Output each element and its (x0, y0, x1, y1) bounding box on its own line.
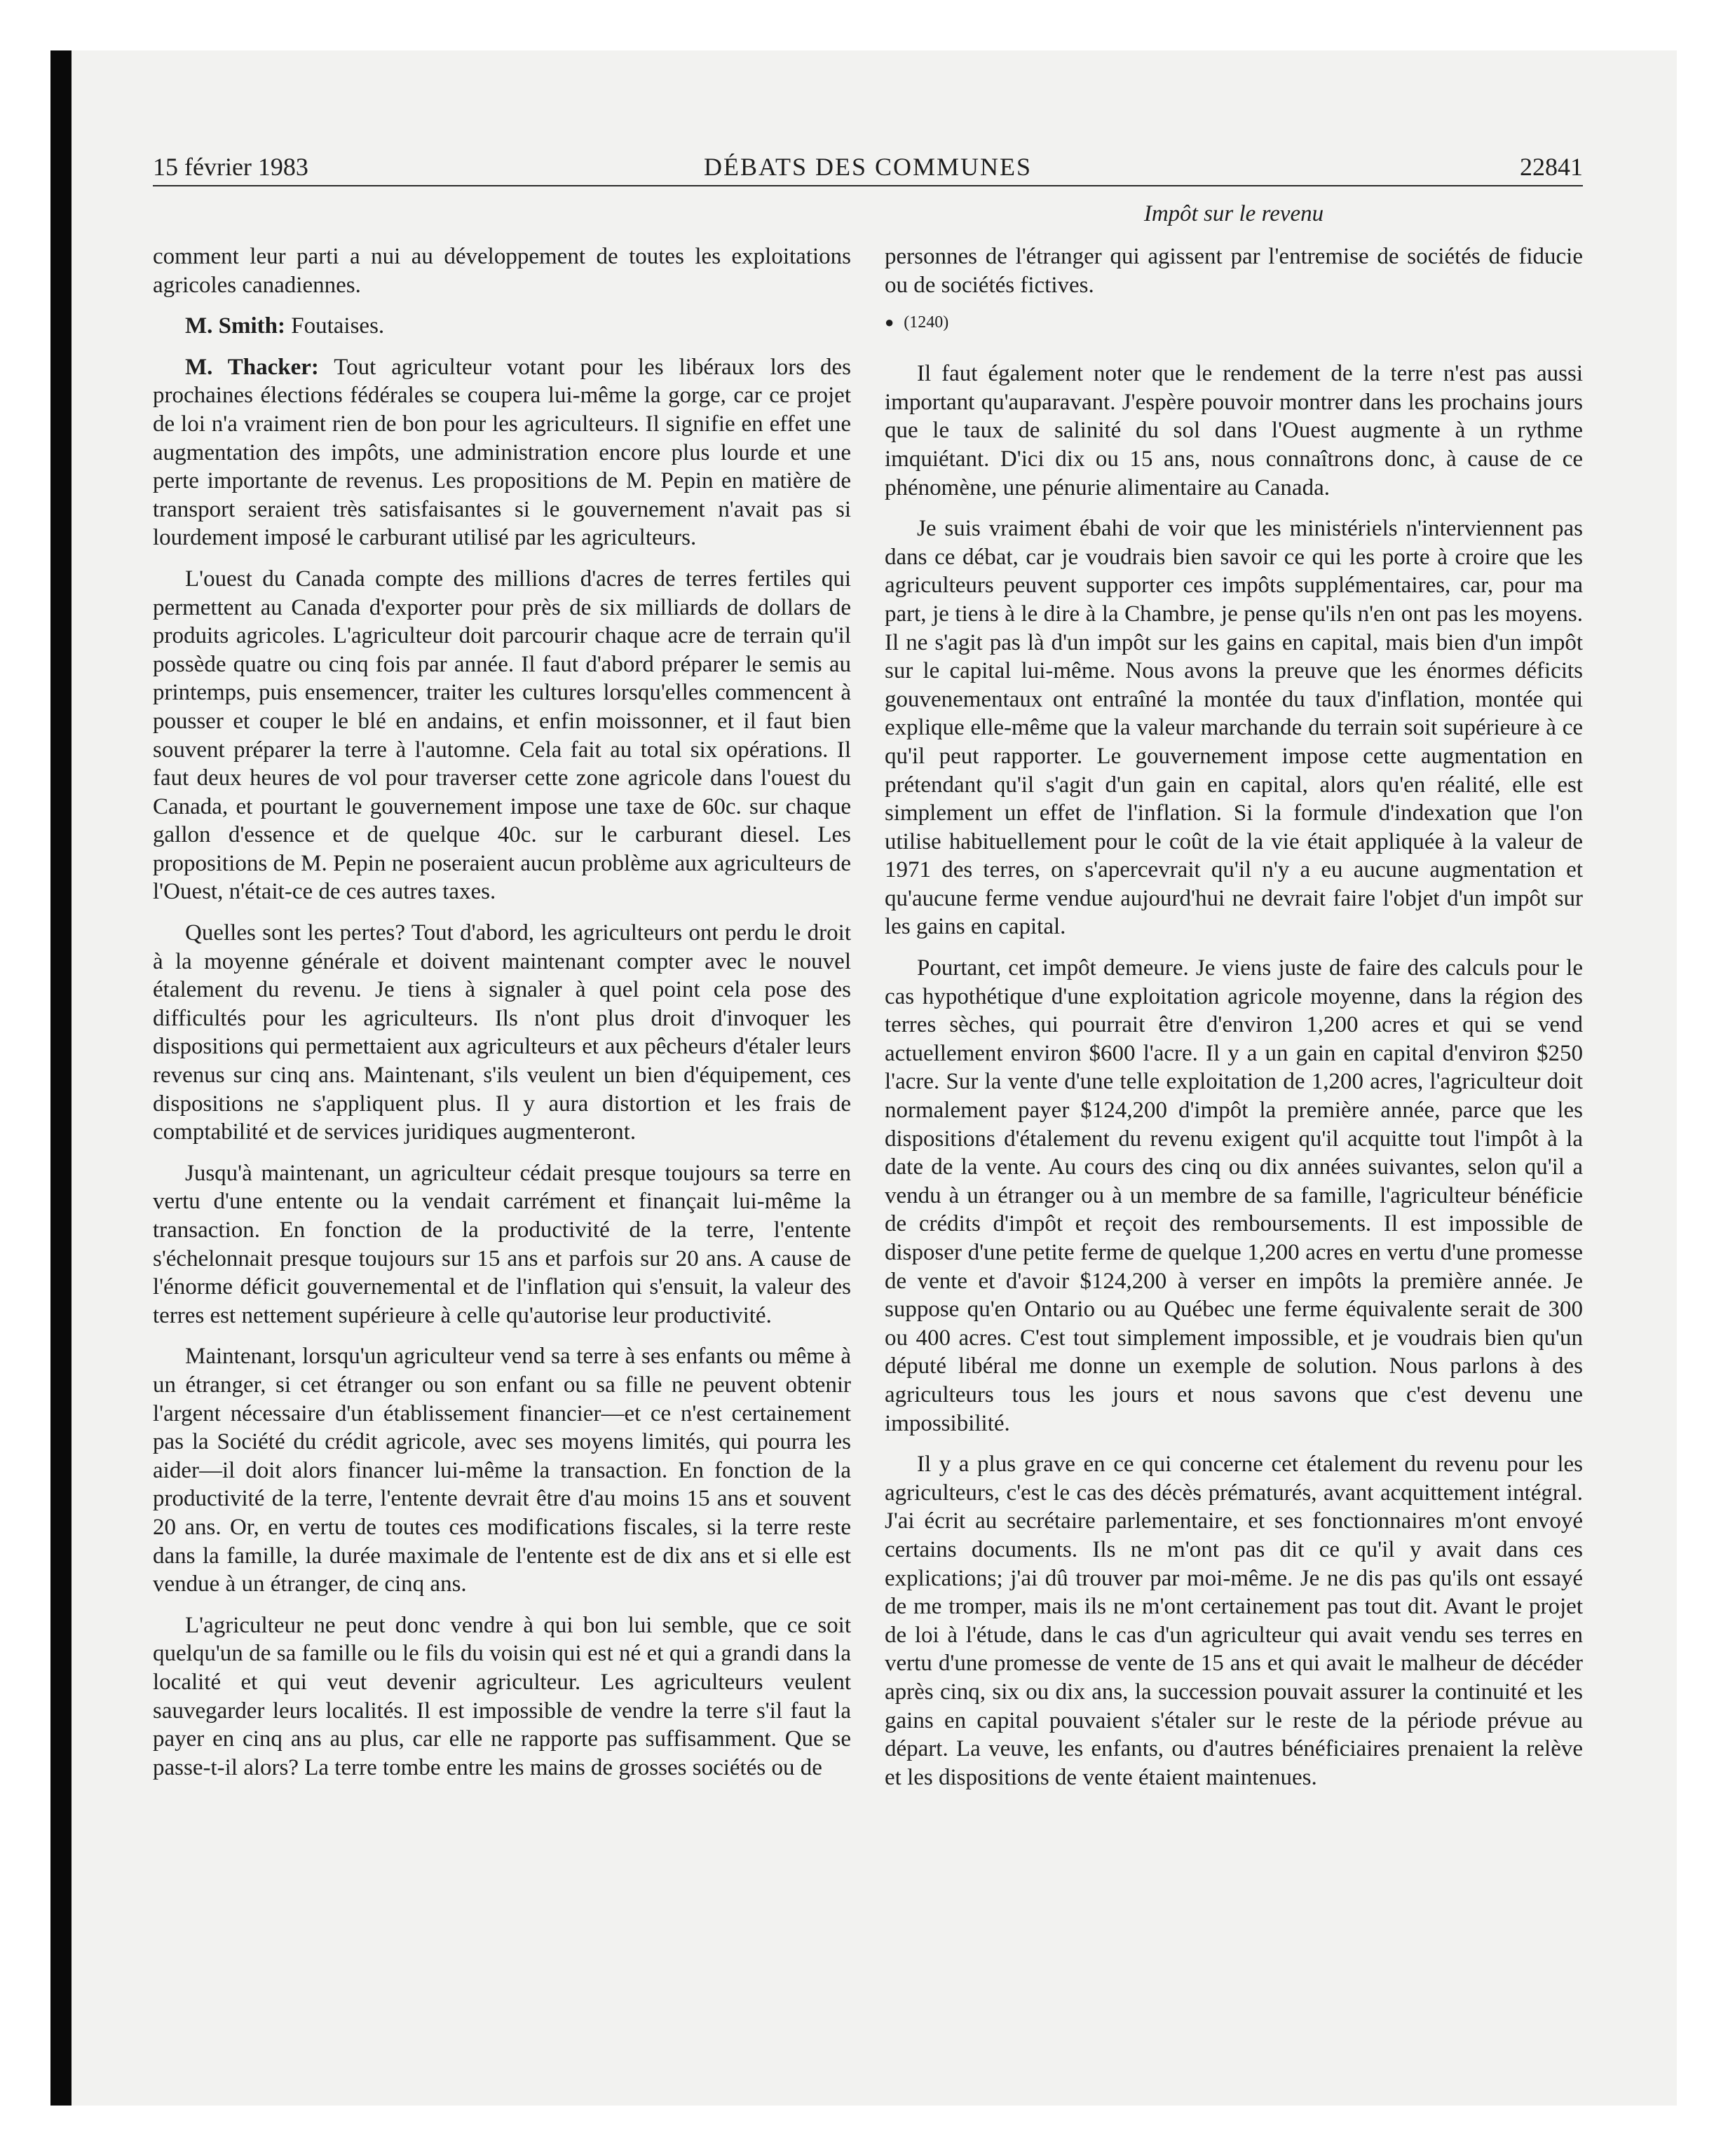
left-paragraph-8: L'agriculteur ne peut donc vendre à qui bon lui semble, que ce soit quelqu'un de sa famille ou le fils du voisin qui est né et qui a grandi dans la localité et qui veut devenir agriculteur. Les agriculteurs veulent sauvegarder leurs localités. Il est impossible de vendre la terre s'il faut la payer en cinq ans au plus, car elle ne rapporte pas suffisamment. Que se passe-t-il alors? La terre tombe entre les mains de grosses sociétés ou de (153, 1612, 851, 1780)
left-column (153, 243, 851, 1794)
right-paragraph-2: Il faut également noter que le rendement de la terre n'est pas aussi important qu'auparavant. J'espère pouvoir montrer dans les prochains jours que le taux de salinité du sol dans l'Ouest augmente à un rythme imquiétant. D'ici dix ou 15 ans, nous connaîtrons donc, à cause de ce phénomène, une pénurie alimentaire au Canada. (885, 361, 1583, 500)
header-title: DÉBATS DES COMMUNES (703, 153, 1033, 181)
left-paragraph-4: L'ouest du Canada compte des millions d'acres de terres fertiles qui permettent au Canada d'exporter pour près de six milliards de dollars de produits agricoles. L'agriculteur doit parcourir chaque acre de terrain qu'il possède quatre ou cinq fois par année. Il faut d'abord préparer le semis au printemps, puis ensemencer, traiter les cultures lorsqu'elles commencent à pousser et couper le blé en andains, et enfin moissonner, et il faut bien souvent préparer la terre à l'automne. Cela fait au total six opérations. Il faut deux heures de vol pour traverser cette zone agricole dans l'ouest du Canada, et pourtant le gouvernement impose une taxe de 60c. sur chaque gallon d'essence et de quelque 40c. sur le carburant diesel. Les propositions de M. Pepin ne poseraient aucun problème aux agriculteurs de l'Ouest, n'était-ce de ces autres taxes. (153, 566, 851, 905)
left-paragraph-1: comment leur parti a nui au développement de toutes les exploitations agricoles canadiennes. (153, 244, 851, 298)
running-head (153, 149, 1583, 186)
right-paragraph-5: Il y a plus grave en ce qui concerne cet étalement du revenu pour les agriculteurs, c'est le cas des décès prématurés, avant acquittement intégral. J'ai écrit au secrétaire parlementaire, et ses fonctionnaires m'ont envoyé certains documents. Ils ne m'ont pas dit ce qu'il y avait dans ces explications; j'ai dû trouver par moi-même. Je ne dis pas qu'ils ont essayé de me tromper, mais ils ne m'ont certainement pas tout dit. Avant le projet de loi à l'étude, dans le cas d'un agriculteur qui avait vendu ses terres en vertu d'une promesse de vente de 15 ans et qui avait le malheur de décéder après cinq, six ou dix ans, la succession pouvait assurer la continuité et les gains en capital pouvaient s'étaler sur le reste de la période prévue au départ. La veuve, les enfants, ou d'autres bénéficiaires prenaient la relève et les dispositions de vente étaient maintenues. (885, 1452, 1583, 1790)
header-page-number: 22841 (1520, 153, 1583, 181)
left-paragraph-6: Jusqu'à maintenant, un agriculteur cédait presque toujours sa terre en vertu d'une entente ou la vendait carrément et finançait lui-même la transaction. En fonction de la productivité de la terre, l'entente s'échelonnait presque toujours sur 15 ans et parfois sur 20 ans. A cause de l'énorme déficit gouvernemental et de l'inflation qui s'ensuit, la valeur des terres est nettement supérieure à celle qu'autorise leur productivité. (153, 1160, 851, 1328)
time-marker (885, 312, 1583, 333)
right-column (885, 243, 1583, 1804)
scan-binding-edge (50, 50, 72, 2106)
speaker-name: M. Smith: (185, 313, 285, 339)
left-paragraph-7: Maintenant, lorsqu'un agriculteur vend sa terre à ses enfants ou même à un étranger, si cet étranger ou son enfant ou sa fille ne peuvent obtenir l'argent nécessaire d'un établissement financier—et ce n'est certainement pas la Société du crédit agricole, avec ses moyens limités, qui pourra les aider—il doit alors financer lui-même la transaction. En fonction de la productivité de la terre, l'entente devrait être d'au moins 15 ans et souvent 20 ans. Or, en vertu de toutes ces modifications fiscales, si la terre reste dans la famille, la durée maximale de l'entente est de dix ans et si elle est vendue à un étranger, de cinq ans. (153, 1344, 851, 1597)
speech-text: Tout agriculteur votant pour les libéraux lors des prochaines élections fédérales se coupera lui-même la gorge, car ce projet de loi n'a vraiment rien de bon pour les agriculteurs. Il signifie en effet une augmentation des impôts, une administration encore plus lourde et une perte importante de revenus. Les propositions de M. Pepin en matière de transport seraient très satisfaisantes si le gouvernement n'avait pas si lourdement imposé le carburant utilisé par les agriculteurs. (153, 354, 851, 551)
right-paragraph-1: personnes de l'étranger qui agissent par l'entremise de sociétés de fiducie ou de sociétés fictives. (885, 244, 1583, 298)
right-paragraph-4: Pourtant, cet impôt demeure. Je viens juste de faire des calculs pour le cas hypothétique d'une exploitation agricole moyenne, dans la région des terres sèches, qui pourrait être d'environ 1,200 acres et qui se vend actuellement environ $600 l'acre. Il y a un gain en capital d'environ $250 l'acre. Sur la vente d'une telle exploitation de 1,200 acres, l'agriculteur doit normalement payer $124,200 d'impôt la première année, parce que les dispositions d'étalement du revenu exigent qu'il acquitte tout l'impôt à la date de la vente. Au cours des cinq ou dix années suivantes, selon qu'il a vendu à un étranger ou à un membre de sa famille, l'agriculteur bénéficie de crédits d'impôt et reçoit des remboursements. Il est impossible de disposer d'une petite ferme de quelque 1,200 acres en vertu d'une promesse de vente et d'avoir $124,200 à verser en impôts la première année. Je suppose qu'en Ontario ou au Québec une ferme équivalente serait de 300 ou 400 acres. C'est tout simplement impossible, et je voudrais bien qu'un député libéral me donne un exemple de solution. Nous parlons à des agriculteurs tous les jours et nous savons que c'est devenu une impossibilité. (885, 955, 1583, 1436)
speaker-name: M. Thacker: (185, 354, 319, 380)
section-title: Impôt sur le revenu (1143, 201, 1324, 226)
bullet-icon: ● (885, 313, 894, 332)
right-paragraph-3: Je suis vraiment ébahi de voir que les ministériels n'interviennent pas dans ce débat, car je voudrais bien savoir ce qui les porte à croire que les agriculteurs peuvent supporter ces impôts supplémentaires, car, pour ma part, je tiens à le dire à la Chambre, je pense qu'ils n'en ont pas les moyens. Il ne s'agit pas là d'un impôt sur les gains en capital, mais bien d'un impôt sur le capital lui-même. Nous avons la preuve que les énormes déficits gouvenementaux ont entraîné la montée du taux d'inflation, montée qui explique elle-même que la valeur marchande du terrain soit supérieure à ce qu'il peut rapporter. Le gouvernement impose cette augmentation en prétendant qu'il s'agit d'un gain en capital, alors qu'en réalité, elle est simplement un effet de l'inflation. Si la formule d'indexation que l'on utilise habituellement pour le coût de la vie était appliquée à la valeur de 1971 des terres, on s'apercevrait qu'il n'y a eu aucune augmentation et qu'aucune ferme vendue aujourd'hui ne devrait faire l'objet d'un impôt sur les gains en capital. (885, 516, 1583, 940)
header-date: 15 février 1983 (153, 153, 308, 181)
left-paragraph-3 (153, 353, 851, 552)
speech-text: Foutaises. (291, 313, 385, 339)
time-marker-text: (1240) (904, 313, 949, 332)
left-paragraph-2 (153, 312, 851, 341)
left-paragraph-5: Quelles sont les pertes? Tout d'abord, les agriculteurs ont perdu le droit à la moyenne générale et doivent maintenant compter avec le nouvel étalement du revenu. Je tiens à signaler à quel point cela pose des difficultés pour les agriculteurs. Ils n'ont plus droit d'invoquer les dispositions qui permettaient aux agriculteurs et aux pêcheurs d'étaler leurs revenus sur cinq ans. Maintenant, s'ils veulent un bien d'équipement, ces dispositions ne s'appliquent plus. Il y aura distortion et les frais de comptabilité et de services juridiques augmenteront. (153, 920, 851, 1145)
